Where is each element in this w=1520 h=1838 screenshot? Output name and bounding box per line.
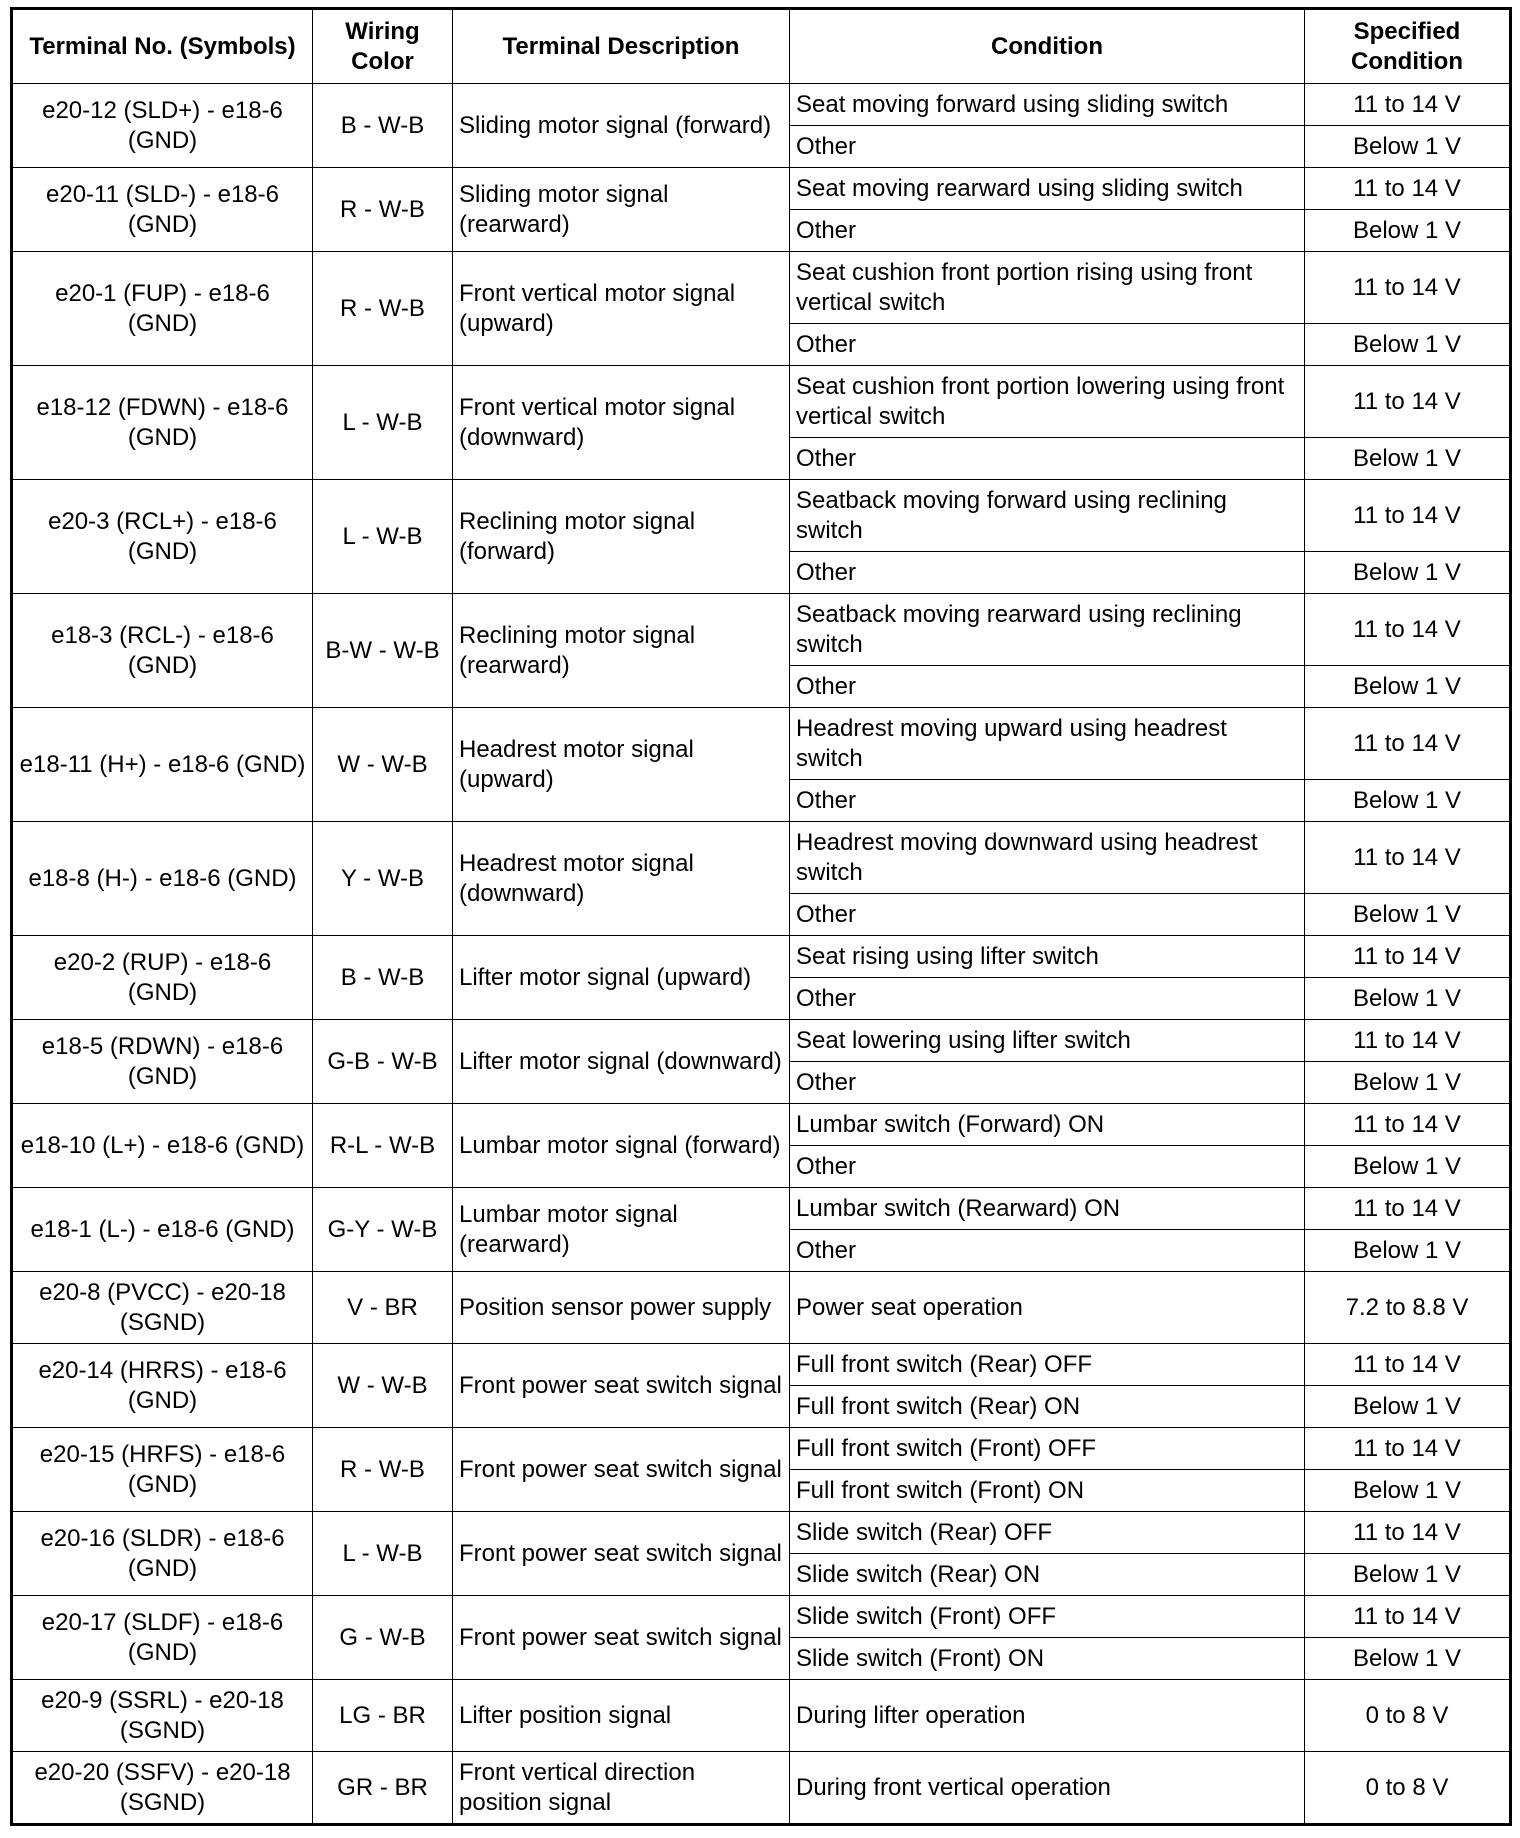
- terminal-cell: e18-1 (L-) - e18-6 (GND): [12, 1188, 313, 1272]
- condition-cell: Other: [790, 552, 1305, 594]
- table-row: [12, 1104, 1511, 1146]
- table-row: [12, 1596, 1511, 1638]
- table-row: [12, 1680, 1511, 1752]
- condition-cell: Seat rising using lifter switch: [790, 936, 1305, 978]
- condition-cell: Seatback moving forward using reclining switch: [790, 480, 1305, 552]
- table-row: [12, 480, 1511, 552]
- wiring-color-cell: GR - BR: [313, 1752, 453, 1825]
- wiring-color-cell: W - W-B: [313, 708, 453, 822]
- specified-condition-cell: 0 to 8 V: [1305, 1752, 1511, 1825]
- condition-cell: Seatback moving rearward using reclining switch: [790, 594, 1305, 666]
- condition-cell: Headrest moving downward using headrest switch: [790, 822, 1305, 894]
- wiring-color-cell: W - W-B: [313, 1344, 453, 1428]
- condition-cell: Other: [790, 1146, 1305, 1188]
- specified-condition-cell: 11 to 14 V: [1305, 1188, 1511, 1230]
- wiring-color-cell: L - W-B: [313, 1512, 453, 1596]
- terminal-cell: e18-5 (RDWN) - e18-6 (GND): [12, 1020, 313, 1104]
- header-wiring-color: Wiring Color: [313, 9, 453, 84]
- specified-condition-cell: Below 1 V: [1305, 666, 1511, 708]
- condition-cell: Lumbar switch (Forward) ON: [790, 1104, 1305, 1146]
- wiring-color-cell: R - W-B: [313, 252, 453, 366]
- terminal-description-cell: Front vertical direction position signal: [453, 1752, 790, 1825]
- condition-cell: Other: [790, 780, 1305, 822]
- terminal-cell: e18-11 (H+) - e18-6 (GND): [12, 708, 313, 822]
- terminal-description-cell: Position sensor power supply: [453, 1272, 790, 1344]
- wiring-color-cell: Y - W-B: [313, 822, 453, 936]
- specified-condition-cell: 7.2 to 8.8 V: [1305, 1272, 1511, 1344]
- specified-condition-cell: Below 1 V: [1305, 324, 1511, 366]
- wiring-color-cell: R-L - W-B: [313, 1104, 453, 1188]
- table-row: [12, 1428, 1511, 1470]
- wiring-color-cell: L - W-B: [313, 366, 453, 480]
- condition-cell: Slide switch (Rear) OFF: [790, 1512, 1305, 1554]
- wiring-color-cell: G-B - W-B: [313, 1020, 453, 1104]
- condition-cell: Seat moving forward using sliding switch: [790, 84, 1305, 126]
- terminal-cell: e20-15 (HRFS) - e18-6 (GND): [12, 1428, 313, 1512]
- table-row: [12, 1020, 1511, 1062]
- condition-cell: Other: [790, 666, 1305, 708]
- condition-cell: Other: [790, 894, 1305, 936]
- specified-condition-cell: 11 to 14 V: [1305, 84, 1511, 126]
- specified-condition-cell: Below 1 V: [1305, 1146, 1511, 1188]
- condition-cell: Seat cushion front portion rising using front vertical switch: [790, 252, 1305, 324]
- terminal-description-cell: Reclining motor signal (forward): [453, 480, 790, 594]
- condition-cell: Slide switch (Front) ON: [790, 1638, 1305, 1680]
- terminal-cell: e20-14 (HRRS) - e18-6 (GND): [12, 1344, 313, 1428]
- terminal-cell: e18-8 (H-) - e18-6 (GND): [12, 822, 313, 936]
- condition-cell: Full front switch (Front) ON: [790, 1470, 1305, 1512]
- condition-cell: During front vertical operation: [790, 1752, 1305, 1825]
- table-row: [12, 366, 1511, 438]
- condition-cell: Other: [790, 210, 1305, 252]
- table-row: [12, 594, 1511, 666]
- table-row: [12, 168, 1511, 210]
- specified-condition-cell: 11 to 14 V: [1305, 252, 1511, 324]
- condition-cell: Other: [790, 126, 1305, 168]
- specified-condition-cell: 11 to 14 V: [1305, 480, 1511, 552]
- wiring-color-cell: V - BR: [313, 1272, 453, 1344]
- terminal-cell: e18-10 (L+) - e18-6 (GND): [12, 1104, 313, 1188]
- specified-condition-cell: Below 1 V: [1305, 978, 1511, 1020]
- specified-condition-cell: 11 to 14 V: [1305, 1596, 1511, 1638]
- specified-condition-cell: 11 to 14 V: [1305, 1344, 1511, 1386]
- condition-cell: Headrest moving upward using headrest switch: [790, 708, 1305, 780]
- table-row: [12, 936, 1511, 978]
- terminal-cell: e20-3 (RCL+) - e18-6 (GND): [12, 480, 313, 594]
- specified-condition-cell: Below 1 V: [1305, 1386, 1511, 1428]
- terminal-cell: e18-3 (RCL-) - e18-6 (GND): [12, 594, 313, 708]
- condition-cell: Other: [790, 1230, 1305, 1272]
- specified-condition-cell: Below 1 V: [1305, 1062, 1511, 1104]
- specified-condition-cell: 11 to 14 V: [1305, 708, 1511, 780]
- table-row: [12, 1752, 1511, 1825]
- terminal-description-cell: Lumbar motor signal (forward): [453, 1104, 790, 1188]
- terminal-cell: e20-8 (PVCC) - e20-18 (SGND): [12, 1272, 313, 1344]
- condition-cell: Power seat operation: [790, 1272, 1305, 1344]
- wiring-color-cell: G-Y - W-B: [313, 1188, 453, 1272]
- table-row: [12, 1272, 1511, 1344]
- header-row: [12, 9, 1511, 84]
- wiring-color-cell: B - W-B: [313, 936, 453, 1020]
- specified-condition-cell: 11 to 14 V: [1305, 936, 1511, 978]
- terminal-description-cell: Front vertical motor signal (downward): [453, 366, 790, 480]
- wiring-color-cell: R - W-B: [313, 168, 453, 252]
- condition-cell: Other: [790, 978, 1305, 1020]
- terminal-inspection-table: [10, 7, 1512, 1826]
- terminal-description-cell: Lifter position signal: [453, 1680, 790, 1752]
- terminal-cell: e20-2 (RUP) - e18-6 (GND): [12, 936, 313, 1020]
- specified-condition-cell: 11 to 14 V: [1305, 1512, 1511, 1554]
- condition-cell: Full front switch (Rear) OFF: [790, 1344, 1305, 1386]
- terminal-cell: e18-12 (FDWN) - e18-6 (GND): [12, 366, 313, 480]
- terminal-description-cell: Front vertical motor signal (upward): [453, 252, 790, 366]
- specified-condition-cell: Below 1 V: [1305, 210, 1511, 252]
- condition-cell: Full front switch (Front) OFF: [790, 1428, 1305, 1470]
- terminal-description-cell: Front power seat switch signal: [453, 1596, 790, 1680]
- specified-condition-cell: 11 to 14 V: [1305, 168, 1511, 210]
- wiring-color-cell: R - W-B: [313, 1428, 453, 1512]
- specified-condition-cell: Below 1 V: [1305, 1230, 1511, 1272]
- terminal-cell: e20-16 (SLDR) - e18-6 (GND): [12, 1512, 313, 1596]
- terminal-description-cell: Front power seat switch signal: [453, 1344, 790, 1428]
- condition-cell: During lifter operation: [790, 1680, 1305, 1752]
- specified-condition-cell: 11 to 14 V: [1305, 366, 1511, 438]
- condition-cell: Other: [790, 324, 1305, 366]
- wiring-color-cell: G - W-B: [313, 1596, 453, 1680]
- specified-condition-cell: 11 to 14 V: [1305, 594, 1511, 666]
- specified-condition-cell: 11 to 14 V: [1305, 1428, 1511, 1470]
- terminal-cell: e20-9 (SSRL) - e20-18 (SGND): [12, 1680, 313, 1752]
- terminal-cell: e20-11 (SLD-) - e18-6 (GND): [12, 168, 313, 252]
- specified-condition-cell: 11 to 14 V: [1305, 1104, 1511, 1146]
- table-row: [12, 708, 1511, 780]
- terminal-cell: e20-20 (SSFV) - e20-18 (SGND): [12, 1752, 313, 1825]
- specified-condition-cell: Below 1 V: [1305, 894, 1511, 936]
- terminal-description-cell: Lifter motor signal (downward): [453, 1020, 790, 1104]
- table-row: [12, 822, 1511, 894]
- table-row: [12, 84, 1511, 126]
- condition-cell: Slide switch (Front) OFF: [790, 1596, 1305, 1638]
- terminal-description-cell: Lifter motor signal (upward): [453, 936, 790, 1020]
- terminal-cell: e20-12 (SLD+) - e18-6 (GND): [12, 84, 313, 168]
- specified-condition-cell: 11 to 14 V: [1305, 822, 1511, 894]
- terminal-description-cell: Lumbar motor signal (rearward): [453, 1188, 790, 1272]
- specified-condition-cell: 0 to 8 V: [1305, 1680, 1511, 1752]
- terminal-description-cell: Headrest motor signal (downward): [453, 822, 790, 936]
- wiring-color-cell: LG - BR: [313, 1680, 453, 1752]
- terminal-cell: e20-17 (SLDF) - e18-6 (GND): [12, 1596, 313, 1680]
- table-body: [12, 84, 1511, 1825]
- table-row: [12, 252, 1511, 324]
- wiring-color-cell: B - W-B: [313, 84, 453, 168]
- condition-cell: Other: [790, 438, 1305, 480]
- specified-condition-cell: Below 1 V: [1305, 126, 1511, 168]
- condition-cell: Seat cushion front portion lowering using front vertical switch: [790, 366, 1305, 438]
- header-specified-condition: Specified Condition: [1305, 9, 1511, 84]
- specified-condition-cell: Below 1 V: [1305, 780, 1511, 822]
- condition-cell: Seat moving rearward using sliding switch: [790, 168, 1305, 210]
- table-row: [12, 1188, 1511, 1230]
- terminal-description-cell: Reclining motor signal (rearward): [453, 594, 790, 708]
- wiring-color-cell: B-W - W-B: [313, 594, 453, 708]
- condition-cell: Lumbar switch (Rearward) ON: [790, 1188, 1305, 1230]
- specified-condition-cell: Below 1 V: [1305, 438, 1511, 480]
- terminal-description-cell: Sliding motor signal (rearward): [453, 168, 790, 252]
- specified-condition-cell: Below 1 V: [1305, 552, 1511, 594]
- condition-cell: Other: [790, 1062, 1305, 1104]
- wiring-color-cell: L - W-B: [313, 480, 453, 594]
- specified-condition-cell: Below 1 V: [1305, 1554, 1511, 1596]
- specified-condition-cell: Below 1 V: [1305, 1470, 1511, 1512]
- header-condition: Condition: [790, 9, 1305, 84]
- header-terminal-description: Terminal Description: [453, 9, 790, 84]
- header-terminal: Terminal No. (Symbols): [12, 9, 313, 84]
- condition-cell: Seat lowering using lifter switch: [790, 1020, 1305, 1062]
- terminal-description-cell: Front power seat switch signal: [453, 1428, 790, 1512]
- terminal-description-cell: Sliding motor signal (forward): [453, 84, 790, 168]
- table-row: [12, 1344, 1511, 1386]
- condition-cell: Slide switch (Rear) ON: [790, 1554, 1305, 1596]
- specified-condition-cell: 11 to 14 V: [1305, 1020, 1511, 1062]
- table-row: [12, 1512, 1511, 1554]
- terminal-cell: e20-1 (FUP) - e18-6 (GND): [12, 252, 313, 366]
- condition-cell: Full front switch (Rear) ON: [790, 1386, 1305, 1428]
- terminal-description-cell: Headrest motor signal (upward): [453, 708, 790, 822]
- specified-condition-cell: Below 1 V: [1305, 1638, 1511, 1680]
- terminal-description-cell: Front power seat switch signal: [453, 1512, 790, 1596]
